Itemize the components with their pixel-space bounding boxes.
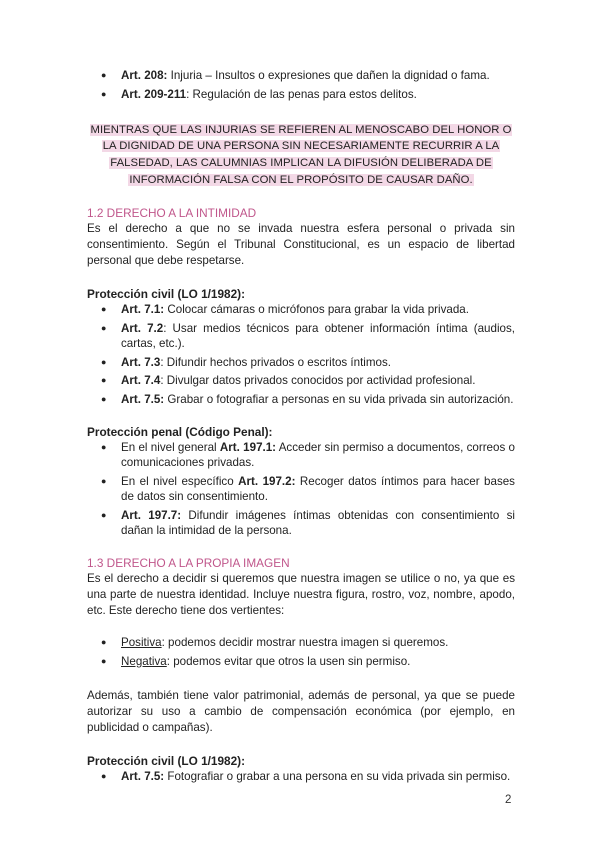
list-item [87, 373, 515, 388]
section-title-propia-imagen: 1.3 DERECHO A LA PROPIA IMAGEN [87, 555, 290, 570]
subsection-title: Protección civil (LO 1/1982): [87, 754, 246, 769]
list-text: : podemos evitar que otros la usen sin permiso. [166, 654, 411, 668]
page-number: 2 [505, 794, 512, 806]
list-item [87, 68, 515, 83]
list-item [87, 474, 515, 504]
list-prefix: En el nivel específico [121, 474, 239, 488]
article-ref: Art. 7.5: [121, 392, 165, 406]
article-ref: Art. 7.3 [121, 355, 161, 369]
list-item [87, 392, 515, 407]
list-text: : Usar medios técnicos para obtener información íntima (audios, cartas, etc.). [121, 321, 515, 350]
article-ref: Art. 7.1: [121, 303, 165, 317]
penal-list [87, 440, 515, 538]
section-intro: Es el derecho a decidir si queremos que nuestra imagen se utilice o no, ya que es una parte de nuestra identidad. Incluye nuestra figura, rostro, voz, nombre, apodo, etc. Este derecho tiene dos vertientes: [87, 571, 515, 617]
list-text: Colocar cámaras o micrófonos para grabar la vida privada. [164, 303, 469, 317]
subsection-title: Protección civil (LO 1/1982): [87, 287, 246, 302]
civil-list-imagen [87, 769, 515, 784]
list-item [87, 508, 515, 538]
page-content [87, 68, 515, 788]
civil-list [87, 302, 515, 407]
list-text: : podemos decidir mostrar nuestra imagen si queremos. [161, 635, 449, 649]
list-prefix: En el nivel general [121, 440, 220, 454]
list-text: : Difundir hechos privados o escritos íntimos. [160, 355, 391, 369]
list-item [87, 769, 515, 784]
article-ref: Art. 197.1: [219, 440, 277, 454]
list-item [87, 87, 515, 102]
list-text: : Regulación de las penas para estos delitos. [186, 87, 417, 101]
section-intro: Es el derecho a que no se invada nuestra esfera personal o privada sin consentimiento. Según el Tribunal Constitucional, es un espacio de libertad personal que debe respetarse. [87, 222, 515, 268]
highlight-text: MIENTRAS QUE LAS INJURIAS SE REFIEREN AL MENOSCABO DEL HONOR O LA DIGNIDAD DE UNA PERSONA SIN NECESARIAMENTE RECURRIR A LA FALSEDAD, LAS CALUMNIAS IMPLICAN LA DIFUSIÓN DELIBERADA DE INFORMACIÓN FALSA CON EL PROPÓSITO DE CAUSAR DAÑO. [90, 123, 512, 186]
article-ref: Art. 197.2: [238, 474, 296, 488]
section-title-intimidad: 1.2 DERECHO A LA INTIMIDAD [87, 206, 257, 221]
list-item [87, 355, 515, 370]
list-text: Acceder sin permiso a documentos, correos o comunicaciones privadas. [121, 440, 515, 470]
list-item [87, 302, 515, 317]
article-ref: Art. 197.7: [121, 508, 182, 522]
list-item [87, 654, 515, 669]
list-text: Recoger datos íntimos para hacer bases de datos sin consentimiento. [121, 474, 515, 503]
list-text: : Divulgar datos privados conocidos por actividad profesional. [160, 374, 476, 388]
vertientes-list [87, 635, 515, 669]
list-item [87, 635, 515, 650]
list-text: Fotografiar o grabar a una persona en su vida privada sin permiso. [164, 770, 511, 784]
vertiente-label: Positiva [121, 635, 162, 649]
list-text: Grabar o fotografiar a personas en su vida privada sin autorización. [164, 392, 514, 406]
article-ref: Art. 7.4 [121, 374, 161, 388]
vertiente-label: Negativa [121, 654, 167, 668]
article-ref: Art. 208: [121, 69, 168, 82]
article-ref: Art. 7.2 [121, 321, 164, 335]
paragraph: Además, también tiene valor patrimonial, además de personal, ya que se puede autorizar su uso a cambio de compensación económica (por ejemplo, en publicidad o campañas). [87, 689, 515, 735]
list-text: Difundir imágenes íntimas obtenidas con consentimiento si dañan la intimidad de la persona. [121, 508, 515, 537]
article-ref: Art. 7.5: [121, 770, 165, 784]
highlight-box [87, 122, 515, 188]
list-item [87, 321, 515, 351]
top-list [87, 68, 515, 102]
list-text: Injuria – Insultos o expresiones que dañen la dignidad o fama. [167, 69, 490, 82]
article-ref: Art. 209-211 [121, 87, 187, 101]
list-item [87, 440, 515, 470]
subsection-title: Protección penal (Código Penal): [87, 424, 273, 439]
